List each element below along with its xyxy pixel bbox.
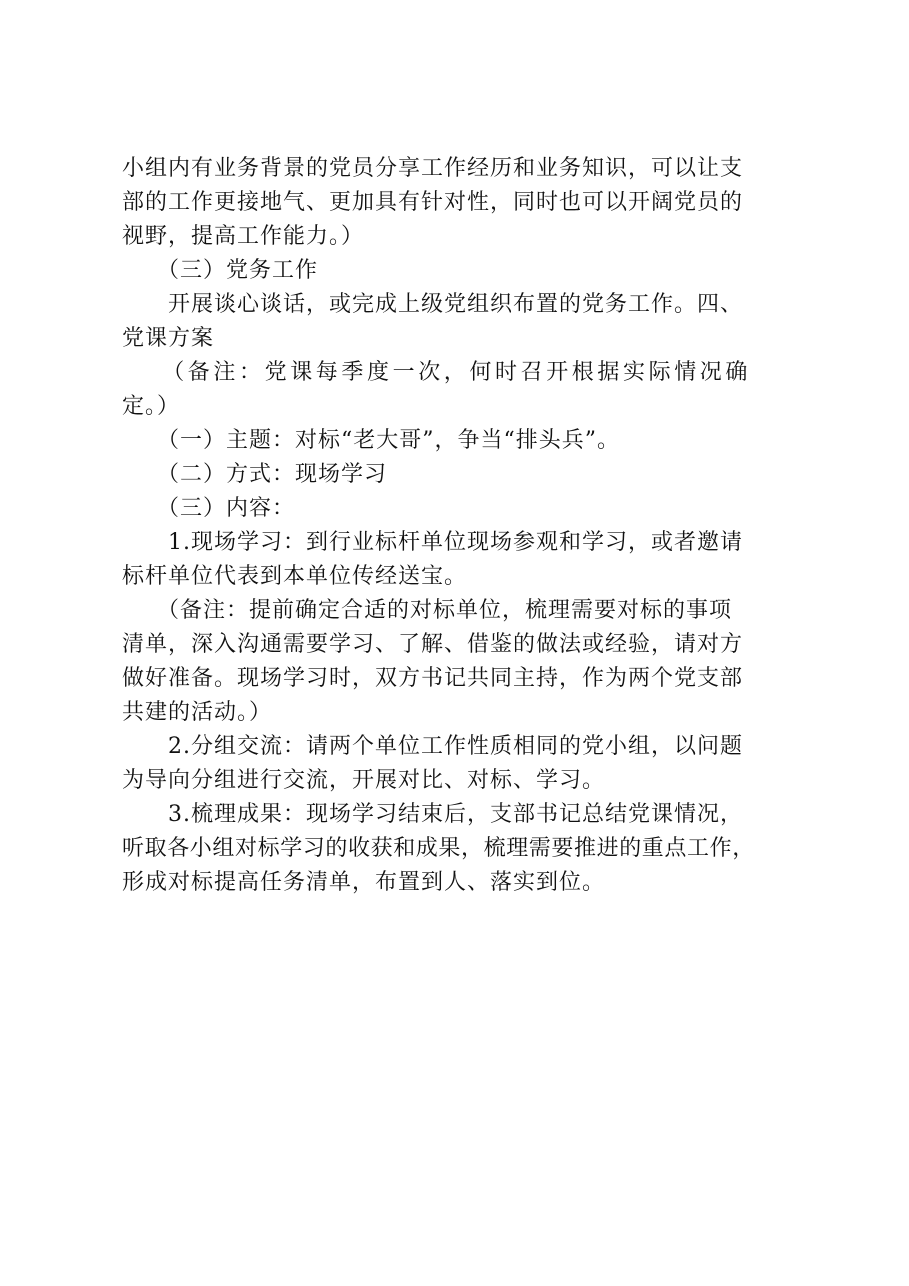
text-line: 部的工作更接地气、更加具有针对性，同时也可以开阔党员的 <box>122 190 744 215</box>
text-line: 小组内有业务背景的党员分享工作经历和业务知识，可以让支 <box>122 156 744 181</box>
text-line: 为导向分组进行交流，开展对比、对标、学习。 <box>122 768 606 793</box>
text-line: 共建的活动。） <box>122 700 273 725</box>
section-heading: 党课方案 <box>122 326 215 351</box>
text-line: 定。） <box>122 394 181 419</box>
text-line: 视野，提高工作能力。） <box>122 224 365 249</box>
document-body <box>122 152 810 900</box>
text-line: （备注：党课每季度一次，何时召开根据实际情况确 <box>122 360 752 385</box>
text-line: 标杆单位代表到本单位传经送宝。 <box>122 564 468 589</box>
text-line: （三）内容： <box>122 496 296 521</box>
text-line: 3.梳理成果：现场学习结束后，支部书记总结党课情况， <box>122 802 743 827</box>
text-line: （二）方式：现场学习 <box>122 462 388 487</box>
text-line: 2.分组交流：请两个单位工作性质相同的党小组，以问题 <box>122 734 743 759</box>
text-line: 听取各小组对标学习的收获和成果，梳理需要推进的重点工作， <box>122 836 755 861</box>
section-heading: （三）党务工作 <box>122 258 319 283</box>
text-line: （备注：提前确定合适的对标单位，梳理需要对标的事项 <box>122 598 733 623</box>
text-line: 1.现场学习：到行业标杆单位现场参观和学习，或者邀请 <box>122 530 743 555</box>
text-line: 清单，深入沟通需要学习、了解、借鉴的做法或经验，请对方 <box>122 632 744 657</box>
text-line: （一）主题：对标“老大哥”，争当“排头兵”。 <box>122 428 620 453</box>
text-line: 做好准备。现场学习时，双方书记共同主持，作为两个党支部 <box>122 666 744 691</box>
text-line: 形成对标提高任务清单，布置到人、落实到位。 <box>122 870 606 895</box>
text-line: 开展谈心谈话，或完成上级党组织布置的党务工作。四、 <box>122 292 744 317</box>
